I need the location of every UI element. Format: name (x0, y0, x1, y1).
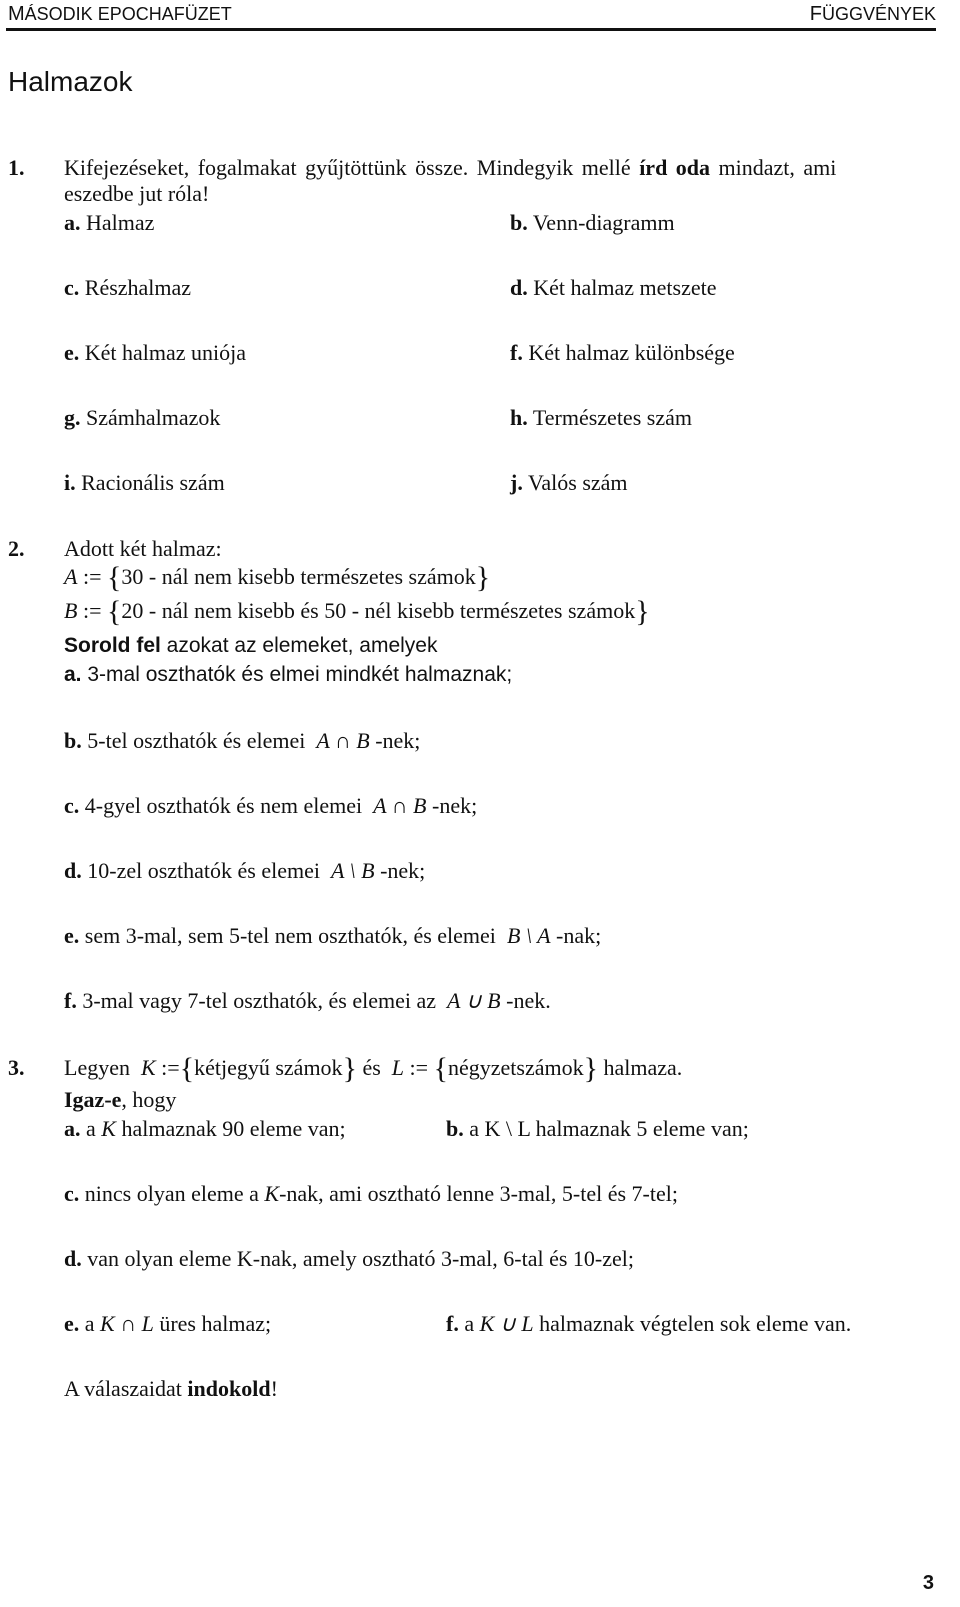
q1-item-c: c. Részhalmaz (64, 275, 192, 300)
q1-item-a: a. Halmaz (64, 210, 155, 235)
page-number: 3 (922, 1572, 934, 1594)
brace-close: } (583, 1052, 598, 1085)
header-left: MÁSODIK EPOCHAFÜZET (8, 3, 232, 25)
q1-item-g: g. Számhalmazok (64, 405, 221, 430)
q2-def-b: B := {20 - nál nem kisebb és 50 - nél kisebb természetes számok} (64, 595, 650, 628)
brace-close: } (342, 1052, 357, 1085)
q3-item-d: d. van olyan eleme K-nak, amely osztható 3-mal, 6-tal és 10-zel; (64, 1246, 634, 1271)
q2-item-f: f. 3-mal vagy 7-tel oszthatók, és elemei az A ∪ B -nek. (64, 988, 551, 1013)
q1-item-b: b. Venn-diagramm (510, 210, 675, 235)
brace-open: { (179, 1052, 195, 1085)
page-title: Halmazok (8, 66, 133, 97)
q1-line1: Kifejezéseket, fogalmakat gyűjtöttünk össze. Mindegyik mellé írd oda mindazt, ami (64, 155, 837, 180)
q2-item-b: b. 5-tel oszthatók és elemei A ∩ B -nek; (64, 728, 421, 753)
q3-definition: Legyen K :={kétjegyű számok} és L := {négyzetszámok} halmaza. (64, 1052, 683, 1085)
q2-item-c: c. 4-gyel oszthatók és nem elemei A ∩ B -nek; (64, 793, 478, 818)
page-header (6, 2, 936, 31)
q2-intro: Adott két halmaz: (64, 536, 222, 561)
q1-item-f: f. Két halmaz különbsége (510, 340, 735, 365)
brace-close: } (475, 561, 491, 594)
q1-item-j: j. Valós szám (510, 470, 628, 495)
q3-item-a: a. a K halmaznak 90 eleme van; (64, 1116, 346, 1141)
q3-igaz: Igaz-e, hogy (64, 1087, 177, 1112)
q3-item-e: e. a K ∩ L üres halmaz; (64, 1311, 272, 1336)
q3-item-c: c. nincs olyan eleme a K-nak, ami osztható lenne 3-mal, 5-tel és 7-tel; (64, 1181, 678, 1206)
q2-def-a: A := {30 - nál nem kisebb természetes számok} (64, 561, 491, 594)
q1-item-i: i. Racionális szám (64, 470, 225, 495)
q2-item-a: a. 3-mal oszthatók és elmei mindkét halmaznak; (64, 663, 513, 686)
q1-line2: eszedbe jut róla! (64, 181, 210, 206)
brace-close: } (635, 595, 650, 628)
q2-task: Sorold fel azokat az elemeket, amelyek (64, 634, 438, 657)
q2-item-d: d. 10-zel oszthatók és elemei A \ B -nek; (64, 858, 426, 883)
q3-item-b: b. a K \ L halmaznak 5 eleme van; (446, 1116, 749, 1141)
brace-open: { (106, 561, 122, 594)
brace-open: { (106, 595, 122, 628)
q2-item-e: e. sem 3-mal, sem 5-tel nem oszthatók, és elemei B \ A -nak; (64, 923, 602, 948)
q3-final: A válaszaidat indokold! (64, 1376, 278, 1401)
q1-item-h: h. Természetes szám (510, 405, 692, 430)
q1-item-e: e. Két halmaz uniója (64, 340, 247, 365)
header-right: FÜGGVÉNYEK (809, 3, 936, 25)
q3-number: 3. (8, 1055, 25, 1080)
brace-open: { (433, 1052, 448, 1085)
q2-number: 2. (8, 536, 25, 561)
q1-item-d: d. Két halmaz metszete (510, 275, 717, 300)
q3-item-f: f. a K ∪ L halmaznak végtelen sok eleme van. (446, 1311, 852, 1336)
q1-number: 1. (8, 155, 25, 180)
